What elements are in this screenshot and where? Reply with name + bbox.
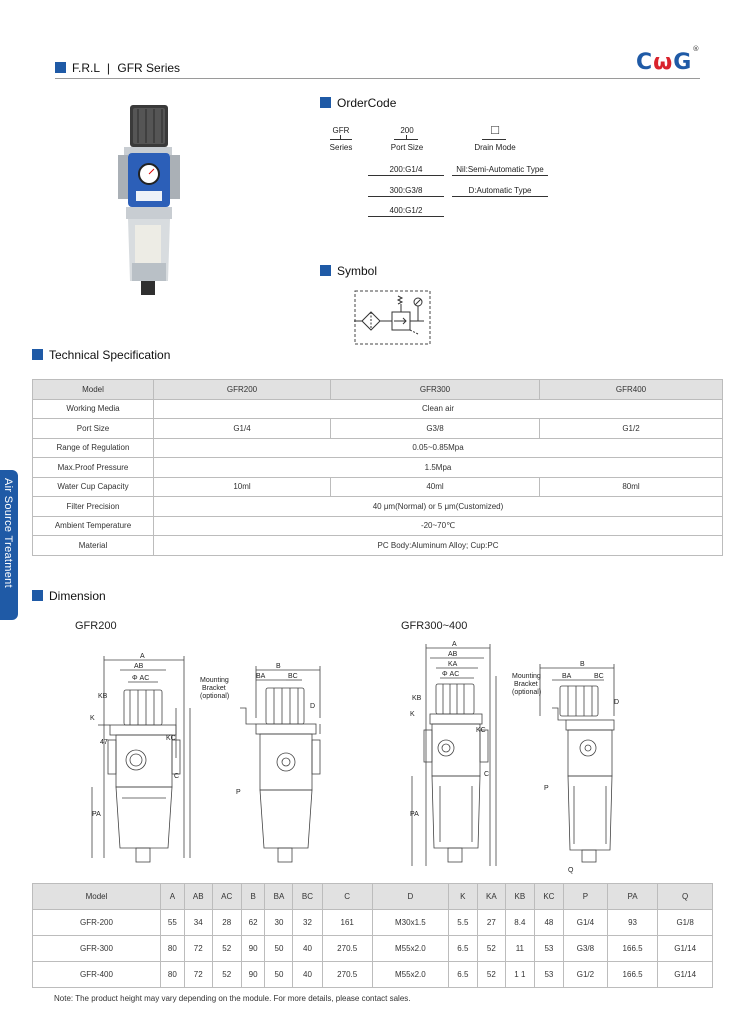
dimension-cell: 166.5 — [607, 962, 657, 988]
table-row — [33, 419, 723, 439]
ordercode-port-code: 200 — [400, 126, 414, 135]
dimension-cell: G1/14 — [658, 962, 713, 988]
dimension-header-cell: Q — [658, 884, 713, 910]
dimension-header-cell: AC — [212, 884, 241, 910]
drain-option-2: D:Automatic Type — [468, 186, 532, 195]
port-option-3: 400:G1/2 — [389, 206, 423, 215]
dimension-cell: 27 — [477, 910, 505, 936]
dimension-title: Dimension — [49, 589, 106, 603]
table-row — [33, 458, 723, 478]
dimension-cell: 53 — [534, 962, 563, 988]
dim-label-C: C — [484, 771, 490, 778]
tech-spec-row-label: Port Size — [33, 419, 154, 439]
dim-label-KC: KC — [476, 727, 486, 734]
gfr300-400-drawing — [400, 636, 650, 876]
tech-spec-row-label: Material — [33, 536, 154, 556]
ordercode-series-line — [330, 139, 352, 140]
footnote: Note: The product height may vary depending on the module. For more details, please contact sales. — [54, 994, 411, 1003]
drain-option-2-line — [452, 196, 548, 197]
tech-spec-header-cell: GFR200 — [154, 380, 331, 400]
dimension-cell: 6.5 — [448, 936, 477, 962]
dimension-cell: M30x1.5 — [372, 910, 448, 936]
tech-spec-cell: G1/4 — [154, 419, 331, 439]
dimension-cell: GFR-400 — [33, 962, 161, 988]
dimension-cell: 50 — [265, 936, 293, 962]
ordercode-series-code: GFR — [332, 126, 350, 135]
symbol-title: Symbol — [337, 264, 378, 278]
dim-label-KB: KB — [412, 695, 422, 702]
dimension-header-cell: Model — [33, 884, 161, 910]
dimension-cell: M55x2.0 — [372, 936, 448, 962]
dimension-header-cell: AB — [184, 884, 212, 910]
tech-spec-header-cell: GFR400 — [540, 380, 723, 400]
table-row — [33, 477, 723, 497]
brand-logo: CωG® — [636, 44, 701, 75]
header-section: F.R.L — [72, 61, 100, 75]
drain-option-1: Nil:Semi-Automatic Type — [456, 165, 544, 174]
dimension-cell: G3/8 — [563, 936, 607, 962]
dimension-cell: 270.5 — [322, 936, 372, 962]
dimension-header-cell: KA — [477, 884, 505, 910]
dim-label-BA: BA — [562, 673, 572, 680]
dim-label-mounting2: Bracket — [514, 681, 538, 688]
table-row — [33, 962, 713, 988]
techspec-square-icon — [32, 349, 43, 360]
tech-spec-cell: G3/8 — [331, 419, 540, 439]
tech-spec-table — [32, 379, 723, 556]
dimension-header-cell: C — [322, 884, 372, 910]
port-option-1-line — [368, 175, 444, 176]
table-row — [33, 497, 723, 517]
dimension-cell: 50 — [265, 962, 293, 988]
dimension-header-cell: KB — [505, 884, 534, 910]
product-image — [118, 103, 198, 298]
dimension-header-cell: BC — [293, 884, 322, 910]
dimension-header-cell: BA — [265, 884, 293, 910]
table-row — [33, 536, 723, 556]
dimension-cell: 161 — [322, 910, 372, 936]
drawing-right-title: GFR300~400 — [401, 620, 468, 632]
dim-label-BC: BC — [288, 673, 298, 680]
table-row — [33, 516, 723, 536]
tech-spec-row-label: Ambient Temperature — [33, 516, 154, 536]
tech-spec-row-label: Range of Regulation — [33, 438, 154, 458]
dimension-cell: G1/14 — [658, 936, 713, 962]
tech-spec-cell: 80ml — [540, 477, 723, 497]
dimension-cell: 52 — [477, 936, 505, 962]
dim-label-PA: PA — [92, 811, 101, 818]
ordercode-square-icon — [320, 97, 331, 108]
dim-label-P: P — [544, 785, 549, 792]
dimension-header-cell: A — [161, 884, 185, 910]
dim-label-47: 47 — [100, 739, 108, 746]
ordercode-title: OrderCode — [337, 96, 397, 110]
dimension-header-cell: K — [448, 884, 477, 910]
ordercode-drain-line — [482, 139, 506, 140]
ordercode-port-tick — [406, 135, 407, 140]
dim-label-B: B — [276, 663, 281, 670]
header-series: GFR Series — [117, 61, 181, 75]
dim-label-AB: AB — [448, 651, 458, 658]
ordercode-port-label: Port Size — [390, 143, 424, 152]
dim-label-mounting2: Bracket — [202, 685, 226, 692]
side-tab[interactable] — [0, 470, 18, 620]
tech-spec-cell: 0.05~0.85Mpa — [154, 438, 723, 458]
dim-label-KC: KC — [166, 735, 176, 742]
dim-label-AB: AB — [134, 663, 144, 670]
tech-spec-header-cell: GFR300 — [331, 380, 540, 400]
dim-label-C: C — [174, 773, 180, 780]
dimension-cell: G1/8 — [658, 910, 713, 936]
dim-label-mounting1: Mounting — [512, 673, 541, 680]
techspec-title: Technical Specification — [49, 348, 171, 362]
dim-label-mounting3: (optional) — [512, 689, 542, 696]
dimension-cell: GFR-300 — [33, 936, 161, 962]
dimension-cell: 30 — [265, 910, 293, 936]
dimension-cell: M55x2.0 — [372, 962, 448, 988]
ordercode-series-label: Series — [329, 143, 353, 152]
port-option-2-line — [368, 196, 444, 197]
dimension-header-row — [33, 884, 713, 910]
tech-spec-row-label: Working Media — [33, 399, 154, 419]
dimension-square-icon — [32, 590, 43, 601]
header-title — [72, 61, 180, 75]
dimension-cell: 72 — [184, 936, 212, 962]
dimension-cell: 55 — [161, 910, 185, 936]
dim-label-mounting1: Mounting — [200, 677, 229, 684]
header-divider — [55, 78, 700, 79]
table-row — [33, 936, 713, 962]
header-square-icon — [55, 62, 66, 73]
tech-spec-row-label: Water Cup Capacity — [33, 477, 154, 497]
dimension-cell: 34 — [184, 910, 212, 936]
tech-spec-header-row — [33, 380, 723, 400]
dim-label-P: P — [236, 789, 241, 796]
ordercode-drain-label: Drain Mode — [474, 143, 516, 152]
dimension-cell: 90 — [241, 962, 265, 988]
dim-label-D: D — [310, 703, 316, 710]
dim-label-AC: Φ AC — [132, 675, 150, 682]
tech-spec-cell: Clean air — [154, 399, 723, 419]
dim-label-Q: Q — [568, 867, 574, 874]
dimension-cell: 52 — [212, 936, 241, 962]
dimension-cell: 80 — [161, 936, 185, 962]
dimension-header-cell: B — [241, 884, 265, 910]
dimension-header-cell: KC — [534, 884, 563, 910]
dimension-header-cell: P — [563, 884, 607, 910]
dim-label-B: B — [580, 661, 585, 668]
dimension-cell: 48 — [534, 910, 563, 936]
dimension-cell: 5.5 — [448, 910, 477, 936]
dim-label-A: A — [140, 653, 145, 660]
table-row — [33, 438, 723, 458]
dim-label-D: D — [614, 699, 620, 706]
dimension-cell: 53 — [534, 936, 563, 962]
dimension-table — [32, 883, 713, 988]
dimension-cell: 166.5 — [607, 936, 657, 962]
dim-label-BA: BA — [256, 673, 266, 680]
dim-label-AC: Φ AC — [442, 671, 460, 678]
dim-label-K: K — [410, 711, 415, 718]
tech-spec-row-label: Max.Proof Pressure — [33, 458, 154, 478]
dimension-cell: 52 — [477, 962, 505, 988]
tech-spec-header-cell: Model — [33, 380, 154, 400]
dim-label-A: A — [452, 641, 457, 648]
dimension-cell: 32 — [293, 910, 322, 936]
ordercode-drain-code: □ — [491, 122, 499, 137]
tech-spec-cell: 40 μm(Normal) or 5 μm(Customized) — [154, 497, 723, 517]
dimension-header-cell: PA — [607, 884, 657, 910]
dimension-cell: 90 — [241, 936, 265, 962]
ordercode-series-tick — [340, 135, 341, 140]
symbol-square-icon — [320, 265, 331, 276]
tech-spec-cell: 40ml — [331, 477, 540, 497]
dim-label-BC: BC — [594, 673, 604, 680]
pneumatic-symbol — [354, 290, 432, 346]
table-row — [33, 910, 713, 936]
dimension-header-cell: D — [372, 884, 448, 910]
dimension-cell: 72 — [184, 962, 212, 988]
drain-option-1-line — [452, 175, 548, 176]
port-option-3-line — [368, 216, 444, 217]
dim-label-KA: KA — [448, 661, 458, 668]
table-row — [33, 399, 723, 419]
port-option-2: 300:G3/8 — [389, 186, 423, 195]
dimension-cell: 1 1 — [505, 962, 534, 988]
drawing-left-title: GFR200 — [75, 620, 117, 632]
dimension-cell: 40 — [293, 962, 322, 988]
dim-label-mounting3: (optional) — [200, 693, 230, 700]
dimension-cell: G1/4 — [563, 910, 607, 936]
tech-spec-cell: 1.5Mpa — [154, 458, 723, 478]
dim-label-KB: KB — [98, 693, 108, 700]
dimension-cell: 52 — [212, 962, 241, 988]
tech-spec-row-label: Filter Precision — [33, 497, 154, 517]
dimension-cell: 62 — [241, 910, 265, 936]
side-tab-label: Air Source Treatment — [2, 478, 14, 588]
dim-label-PA: PA — [410, 811, 419, 818]
dimension-cell: 6.5 — [448, 962, 477, 988]
dimension-cell: 8.4 — [505, 910, 534, 936]
dim-label-K: K — [90, 715, 95, 722]
header-separator: | — [106, 61, 111, 75]
dimension-cell: 28 — [212, 910, 241, 936]
dimension-cell: 11 — [505, 936, 534, 962]
dimension-cell: 80 — [161, 962, 185, 988]
dimension-cell: 40 — [293, 936, 322, 962]
tech-spec-cell: G1/2 — [540, 419, 723, 439]
tech-spec-cell: PC Body:Aluminum Alloy; Cup:PC — [154, 536, 723, 556]
port-option-1: 200:G1/4 — [389, 165, 423, 174]
gfr200-drawing — [80, 648, 340, 873]
dimension-cell: GFR-200 — [33, 910, 161, 936]
dimension-cell: 270.5 — [322, 962, 372, 988]
tech-spec-cell: 10ml — [154, 477, 331, 497]
tech-spec-cell: -20~70℃ — [154, 516, 723, 536]
dimension-cell: 93 — [607, 910, 657, 936]
dimension-cell: G1/2 — [563, 962, 607, 988]
